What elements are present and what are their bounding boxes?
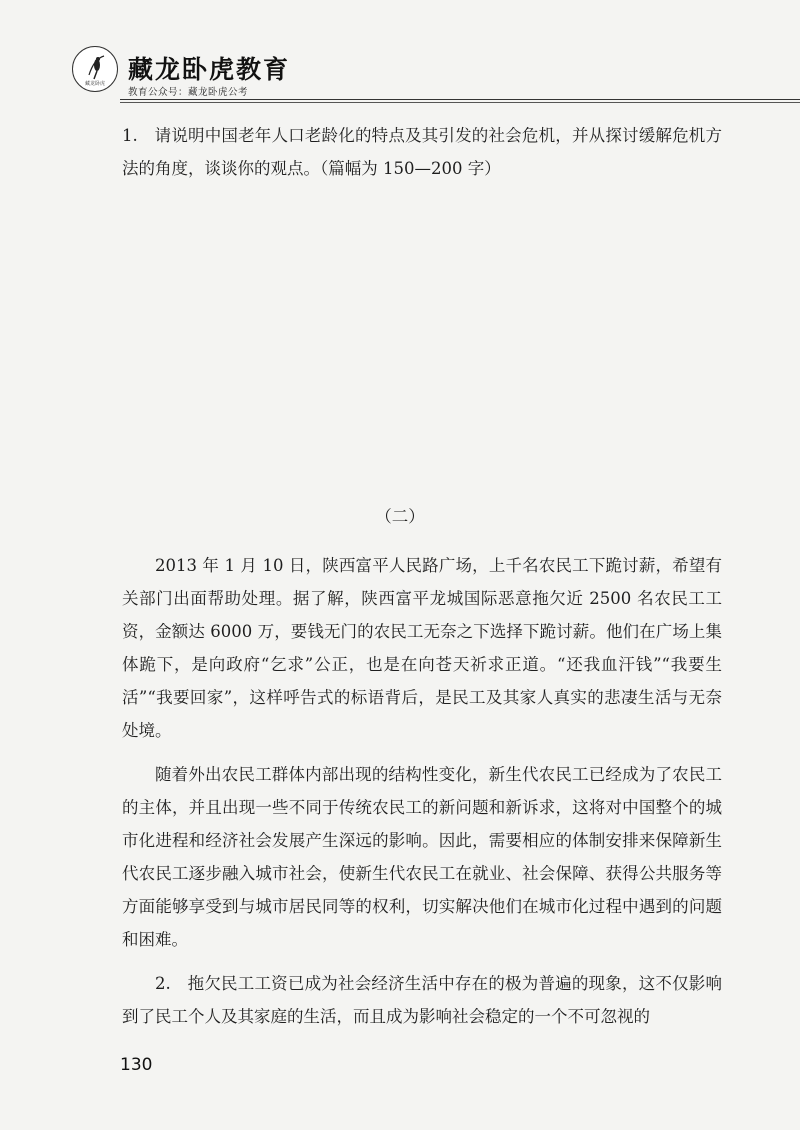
- header-divider: [120, 99, 800, 100]
- paragraph-new-generation-workers: 随着外出农民工群体内部出现的结构性变化，新生代农民工已经成为了农民工的主体，并且出现一些不同于传统农民工的新问题和新诉求，这将对中国整个的城市化进程和经济社会发展产生深远的影响。因此，需要相应的体制安排来保障新生代农民工逐步融入城市社会，使新生代农民工在就业、社会保障、获得公共服务等方面能够享受到与城市居民同等的权利，切实解决他们在城市化过程中遇到的问题和困难。: [122, 765, 722, 949]
- paragraph-2013-wage-protest: 2013 年 1 月 10 日，陕西富平人民路广场，上千名农民工下跪讨薪，希望有关部门出面帮助处理。据了解，陕西富平龙城国际恶意拖欠近 2500 名农民工工资，金额达 6000 万，要钱无门的农民工无奈之下选择下跪讨薪。他们在广场上集体跪下，是向政府“乞求”公正，也是在向苍天祈求正道。“还我血汗钱”“我要生活”“我要回家”，这样呼告式的标语背后，是民工及其家人真实的悲凄生活与无奈处境。: [122, 556, 722, 740]
- page-header: [0, 0, 800, 106]
- brand-logo: [72, 46, 118, 92]
- question-1: 1. 请说明中国老年人口老龄化的特点及其引发的社会危机，并从探讨缓解危机方法的角度，谈谈你的观点。（篇幅为 150—200 字）: [122, 126, 722, 178]
- section-heading: （二）: [375, 507, 425, 526]
- logo-text-arc: [73, 47, 117, 91]
- page-number: 130: [120, 1055, 153, 1075]
- logo-text: 藏龙卧虎: [84, 81, 106, 87]
- header-divider-thin: [120, 102, 800, 103]
- question-2: 2. 拖欠民工工资已成为社会经济生活中存在的极为普遍的现象，这不仅影响到了民工个人及其家庭的生活，而且成为影响社会稳定的一个不可忽视的: [122, 974, 722, 1026]
- brand-tagline: 教育公众号：藏龙卧虎公考: [128, 87, 249, 98]
- brand-name: 藏龙卧虎教育: [128, 55, 291, 84]
